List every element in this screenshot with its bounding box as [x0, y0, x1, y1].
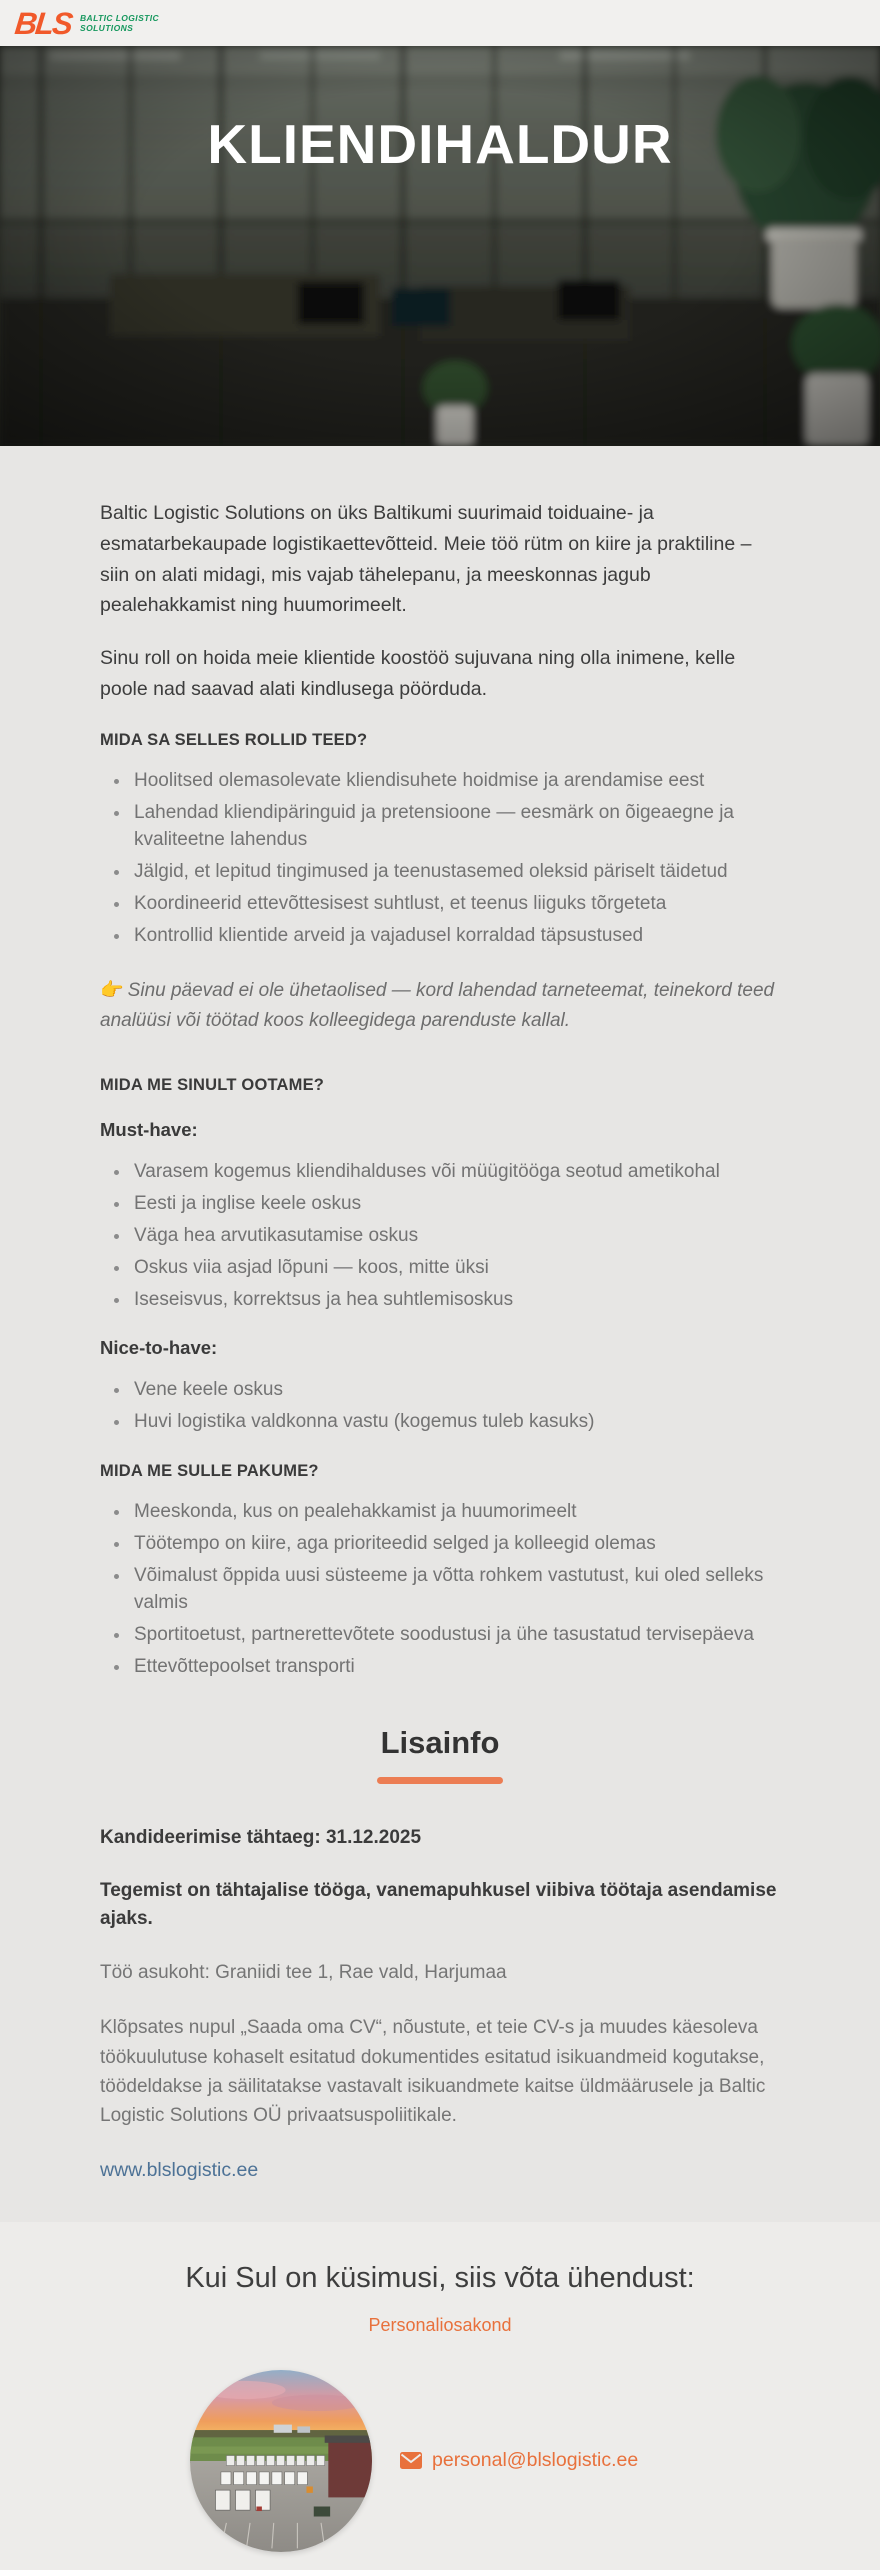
list-item: • Kontrollid klientide arveid ja vajadusel korraldad täpsustused [130, 923, 780, 950]
list-item: • Koordineerid ettevõttesisest suhtlust, et teenus liiguks tõrgeteta [130, 891, 780, 918]
intro-paragraph-1: Baltic Logistic Solutions on üks Baltikumi suurimaid toiduaine- ja esmatarbekaupade logistikaettevõtteid. Meie töö rütm on kiire ja praktiline – siin on alati midagi, mis vajab tähelepanu, ja meeskonnas jagub pealehakkamist ning huumorimeelt. [100, 502, 752, 617]
must-have-list [100, 1159, 780, 1314]
list-item: • Sportitoetust, partnerettevõtete soodustusi ja ühe tasustatud tervisepäeva [130, 1622, 780, 1649]
section-heading-expectations: MIDA ME SINULT OOTAME? [100, 1075, 325, 1094]
role-note [100, 976, 780, 1036]
list-item: • Varasem kogemus kliendihalduses või müügitööga seotud ametikohal [130, 1159, 780, 1186]
contact-footer [0, 2222, 880, 2570]
truck-yard-photo [190, 2370, 372, 2552]
orange-divider [377, 1777, 503, 1784]
pointing-hand-icon: 👉 [100, 979, 124, 1001]
application-deadline: Kandideerimise tähtaeg: 31.12.2025 [100, 1827, 422, 1849]
hero-banner [0, 46, 880, 446]
office-photo [0, 46, 880, 446]
intro-paragraph-2: Sinu roll on hoida meie klientide koostöö sujuvana ning olla inimene, kelle poole nad saavad alati kindlusega pöörduda. [100, 647, 736, 700]
list-item: • Iseseisvus, korrektsus ja hea suhtlemisoskus [130, 1287, 780, 1314]
must-have-label: Must-have: [100, 1118, 198, 1140]
list-item: • Lahendad kliendipäringuid ja pretensioone — eesmärk on õigeaegne ja kvaliteetne lahendus [130, 800, 780, 854]
list-item: • Töötempo on kiire, aga prioriteedid selged ja kolleegid olemas [130, 1531, 780, 1558]
privacy-notice: Klõpsates nupul „Saada oma CV“, nõustute, et teie CV-s ja muudes käesoleva töökuulutuse kohaselt esitatud dokumentides esitatud isikuandmeid kogutakse, töödeldakse ja säilitatakse vastavalt isikuandmete kaitse üldmäärusele ja Baltic Logistic Solutions OÜ privaatsuspoliitikale. [100, 2017, 766, 2127]
job-description [0, 446, 880, 2222]
contact-email-link[interactable] [400, 2449, 638, 2472]
role-note-text: Sinu päevad ei ole ühetaolised — kord lahendad tarneteemat, teinekord teed analüüsi või töötad koos kolleegidega parenduste kallal. [100, 979, 775, 1031]
contact-row [0, 2370, 880, 2552]
work-location: Töö asukoht: Graniidi tee 1, Rae vald, Harjumaa [100, 1961, 507, 1983]
role-tasks-list [100, 768, 780, 950]
contact-email-text: personal@blslogistic.ee [432, 2449, 639, 2472]
list-item: • Eesti ja inglise keele oskus [130, 1191, 780, 1218]
company-website-link[interactable]: www.blslogistic.ee [100, 2158, 259, 2181]
job-title: KLIENDIHALDUR [207, 113, 673, 175]
nice-to-have-list [100, 1377, 780, 1436]
list-item: • Väga hea arvutikasutamise oskus [130, 1223, 780, 1250]
list-item: • Huvi logistika valdkonna vastu (kogemus tuleb kasuks) [130, 1409, 780, 1436]
list-item: • Ettevõttepoolset transporti [130, 1654, 780, 1681]
list-item: • Võimalust õppida uusi süsteeme ja võtta rohkem vastutust, kui oled selleks valmis [130, 1563, 780, 1617]
section-heading-offer: MIDA ME SULLE PAKUME? [100, 1462, 319, 1481]
list-item: • Jälgid, et lepitud tingimused ja teenustasemed oleksid päriselt täidetud [130, 859, 780, 886]
section-heading-role: MIDA SA SELLES ROLLID TEED? [100, 730, 368, 749]
nice-to-have-label: Nice-to-have: [100, 1337, 218, 1359]
header [0, 0, 880, 46]
brand-tagline-line2: SOLUTIONS [80, 23, 134, 33]
list-item: • Oskus viia asjad lõpuni — koos, mitte üksi [130, 1255, 780, 1282]
list-item: • Meeskonda, kus on pealehakkamist ja huumorimeelt [130, 1499, 780, 1526]
list-item: • Hoolitsed olemasolevate kliendisuhete hoidmise ja arendamise eest [130, 768, 780, 795]
brand-tagline [80, 13, 159, 33]
offer-list [100, 1499, 780, 1681]
brand-logo-text: BLS [13, 5, 73, 41]
list-item: • Vene keele oskus [130, 1377, 780, 1404]
brand-logo[interactable] [13, 5, 160, 41]
envelope-icon [400, 2452, 422, 2469]
contact-department: Personaliosakond [368, 2314, 512, 2335]
brand-tagline-line1: BALTIC LOGISTIC [80, 12, 160, 23]
additional-info-heading: Lisainfo [380, 1725, 500, 1761]
contact-heading: Kui Sul on küsimusi, siis võta ühendust: [185, 2261, 695, 2294]
temporary-position-note: Tegemist on tähtajalise tööga, vanemapuhkusel viibiva töötaja asendamise ajaks. [100, 1879, 777, 1930]
